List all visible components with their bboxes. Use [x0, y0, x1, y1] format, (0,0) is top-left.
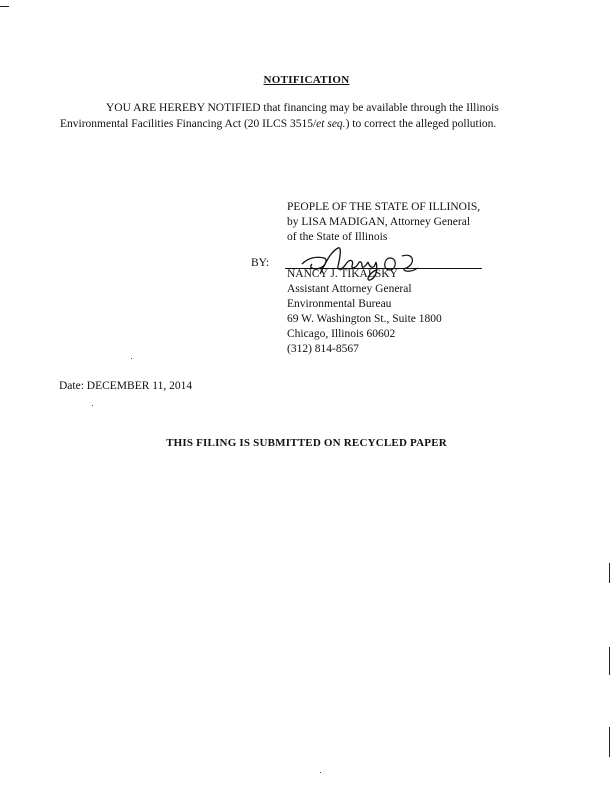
- attorney-city: Chicago, Illinois 60602: [287, 328, 396, 340]
- attorney-street: 69 W. Washington St., Suite 1800: [287, 313, 442, 325]
- date-line: Date: DECEMBER 11, 2014: [59, 380, 193, 392]
- notice-line-2-end: ) to correct the alleged pollution.: [345, 118, 497, 130]
- scan-speck: [320, 772, 321, 773]
- et-seq-italic: et seq.: [316, 118, 346, 130]
- scan-corner-mark: [0, 6, 9, 7]
- notice-line-2: [60, 116, 560, 132]
- scan-edge-mark: [609, 647, 610, 675]
- scan-speck: [92, 405, 93, 406]
- party-block: [287, 200, 480, 245]
- attorney-title: Assistant Attorney General: [287, 283, 412, 295]
- recycled-paper-note: THIS FILING IS SUBMITTED ON RECYCLED PAPER: [166, 437, 447, 449]
- attorney-bureau: Environmental Bureau: [287, 298, 392, 310]
- scan-edge-mark: [609, 727, 610, 757]
- notice-line-2-start: Environmental Facilities Financing Act (20 ILCS 3515/: [60, 118, 317, 130]
- scan-edge-mark: [609, 563, 610, 583]
- party-line: by LISA MADIGAN, Attorney General: [287, 216, 471, 228]
- notice-paragraph: [60, 100, 560, 132]
- party-line: PEOPLE OF THE STATE OF ILLINOIS,: [287, 201, 481, 213]
- notice-line-1: YOU ARE HEREBY NOTIFIED that financing may be available through the Illinois: [106, 102, 499, 114]
- scan-speck: [131, 358, 132, 359]
- attorney-block: [287, 267, 442, 357]
- attorney-phone: (312) 814-8567: [287, 343, 359, 355]
- attorney-name: NANCY J. TIKALSKY: [287, 268, 398, 280]
- notification-heading: [0, 74, 613, 86]
- heading-text: NOTIFICATION: [263, 74, 350, 86]
- by-label: BY:: [251, 257, 270, 269]
- party-line: of the State of Illinois: [287, 231, 388, 243]
